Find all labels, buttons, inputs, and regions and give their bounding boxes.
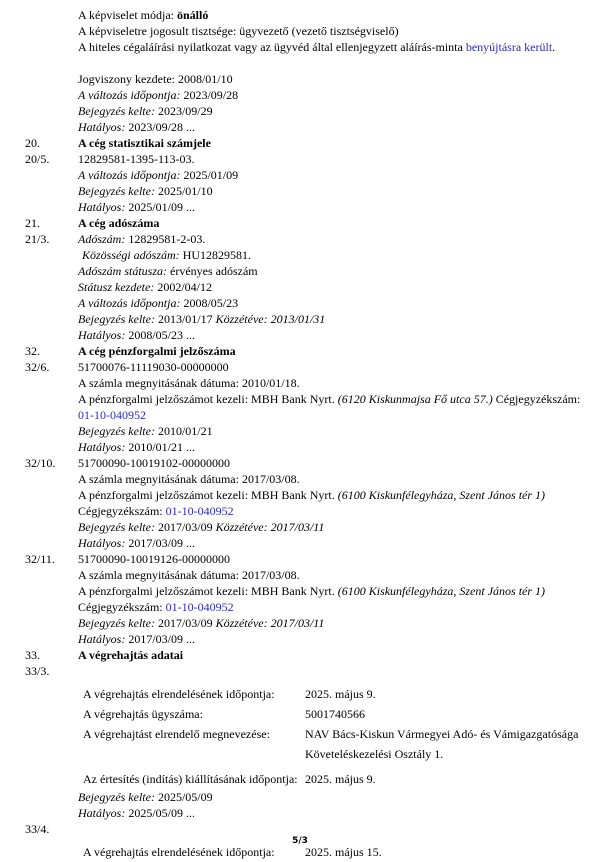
entry-line xyxy=(0,423,586,439)
entry-number: 32/11. xyxy=(25,552,55,566)
text-segment: 2025/05/09 xyxy=(157,790,213,804)
execution-field-row xyxy=(0,704,586,724)
text-segment: A pénzforgalmi jelzőszámot kezeli: MBH Bank Nyrt. xyxy=(78,488,338,502)
execution-field-row xyxy=(0,769,586,789)
entry-line xyxy=(0,359,586,375)
text-segment: A végrehajtás adatai xyxy=(78,648,184,662)
entry-line xyxy=(0,151,586,167)
text-segment: 12829581-1395-113-03. xyxy=(78,152,195,166)
text-segment: 12829581-2-03. xyxy=(128,232,206,246)
text-segment: Jogviszony kezdete: 2008/01/10 xyxy=(78,72,233,86)
text-segment: Bejegyzés kelte: xyxy=(78,312,158,326)
field-value: 5001740566 xyxy=(305,707,365,721)
field-label: A végrehajtás elrendelésének időpontja: xyxy=(83,687,275,701)
entry-text xyxy=(78,23,586,39)
entry-text xyxy=(78,135,586,151)
text-segment: Bejegyzés kelte: xyxy=(78,424,158,438)
entry-line xyxy=(0,663,586,679)
entry-text xyxy=(78,231,586,247)
entry-text xyxy=(78,821,586,837)
text-segment: Közzétéve: 2017/03/11 xyxy=(215,520,325,534)
entry-text xyxy=(78,535,586,551)
entry-number xyxy=(25,471,78,487)
entry-text xyxy=(78,7,586,23)
text-segment: Bejegyzés kelte: xyxy=(78,790,158,804)
text-segment: (6100 Kiskunfélegyháza, Szent János tér 1) xyxy=(337,584,546,598)
entry-line xyxy=(0,327,586,343)
text-segment: 2017/03/09 xyxy=(157,616,216,630)
text-segment: Státusz kezdete: xyxy=(78,280,158,294)
text-segment: Bejegyzés kelte: xyxy=(78,520,158,534)
field-label: A végrehajtást elrendelő megnevezése: xyxy=(83,727,270,741)
entry-text xyxy=(78,423,586,439)
entry-line xyxy=(0,805,586,821)
text-segment: Közösségi adószám: xyxy=(82,248,183,262)
entry-text xyxy=(78,407,586,423)
entry-line xyxy=(0,215,586,231)
entry-text xyxy=(78,391,586,407)
entry-text xyxy=(78,647,586,663)
registry-link[interactable]: 01-10-040952 xyxy=(165,600,234,614)
entry-text xyxy=(78,327,586,343)
entry-text xyxy=(78,215,586,231)
text-segment: A képviseletre jogosult tisztsége: ügyvezető (vezető tisztségviselő) xyxy=(78,24,399,38)
entry-text xyxy=(78,311,586,327)
entry-line xyxy=(0,167,586,183)
entry-text xyxy=(78,263,586,279)
entry-line xyxy=(0,279,586,295)
entry-text xyxy=(78,519,586,535)
entry-line xyxy=(0,599,586,615)
entry-line xyxy=(0,311,586,327)
entry-line xyxy=(0,535,586,551)
entry-text xyxy=(78,343,586,359)
text-segment: Hatályos: xyxy=(78,632,129,646)
entry-number xyxy=(25,391,78,407)
text-segment: Bejegyzés kelte: xyxy=(78,184,158,198)
text-segment: Cégjegyzékszám: xyxy=(78,600,166,614)
text-segment: A számla megnyitásának dátuma: 2010/01/18. xyxy=(78,376,300,390)
text-segment: Hatályos: xyxy=(78,440,129,454)
entry-text xyxy=(78,119,586,135)
text-segment: 2025/05/09 ... xyxy=(128,806,195,820)
entry-number: 21. xyxy=(25,216,40,230)
entry-number: 33. xyxy=(25,648,40,662)
text-segment: A változás időpontja: xyxy=(78,168,184,182)
entry-number xyxy=(25,39,78,55)
entry-number xyxy=(25,183,78,199)
registry-link[interactable]: 01-10-040952 xyxy=(78,408,146,422)
entry-line xyxy=(0,247,586,263)
text-segment: 2017/03/09 ... xyxy=(128,536,195,550)
text-segment: Közzétéve: 2017/03/11 xyxy=(215,616,325,630)
entry-line xyxy=(0,519,586,535)
entry-text xyxy=(78,615,586,631)
registry-link[interactable]: benyújtásra került xyxy=(465,40,553,54)
entry-line xyxy=(0,295,586,311)
text-segment: 2023/09/28 ... xyxy=(128,120,195,134)
entry-text xyxy=(78,375,586,391)
entry-line xyxy=(0,23,586,39)
text-segment: Bejegyzés kelte: xyxy=(78,104,158,118)
entry-text xyxy=(78,103,586,119)
text-segment: önálló xyxy=(176,8,209,22)
entry-line xyxy=(0,821,586,837)
entry-number xyxy=(25,519,78,535)
entry-line xyxy=(0,583,586,599)
entry-text xyxy=(78,599,586,615)
entry-text xyxy=(78,663,586,679)
text-segment: 51700090-10019126-00000000 xyxy=(78,552,230,566)
field-label: Az értesítés (indítás) kiállításának időpontja: xyxy=(83,772,298,786)
entry-number xyxy=(25,423,78,439)
field-value: 2025. május 9. xyxy=(305,687,376,701)
text-segment: 2008/05/23 ... xyxy=(128,328,195,342)
entry-number xyxy=(25,789,78,805)
entry-line xyxy=(0,199,586,215)
entry-number xyxy=(25,167,78,183)
entry-line xyxy=(0,487,586,503)
entry-text xyxy=(78,583,586,599)
entry-text xyxy=(78,805,586,821)
text-segment: HU12829581. xyxy=(182,248,252,262)
entry-text xyxy=(78,183,586,199)
text-segment: Cégjegyzékszám: xyxy=(78,504,166,518)
entry-text xyxy=(78,87,586,103)
text-segment: 51700090-10019102-00000000 xyxy=(78,456,230,470)
entry-number xyxy=(25,631,78,647)
text-segment: 2017/03/09 xyxy=(157,520,216,534)
entry-number xyxy=(25,199,78,215)
entry-line xyxy=(0,391,586,407)
entry-number: 21/3. xyxy=(25,232,50,246)
text-segment: 2002/04/12 xyxy=(157,280,212,294)
entry-line xyxy=(0,407,586,423)
entry-line xyxy=(0,567,586,583)
entry-line xyxy=(0,503,586,519)
entry-number xyxy=(25,279,78,295)
text-segment: A cég adószáma xyxy=(78,216,160,230)
entry-number xyxy=(25,567,78,583)
entry-number: 20/5. xyxy=(25,152,50,166)
entry-number xyxy=(25,327,78,343)
entry-line xyxy=(0,103,586,119)
text-segment: A számla megnyitásának dátuma: 2017/03/08. xyxy=(78,472,300,486)
text-segment: A pénzforgalmi jelzőszámot kezeli: MBH Bank Nyrt. xyxy=(78,584,338,598)
entry-text xyxy=(78,359,586,375)
entry-number xyxy=(25,535,78,551)
entry-text xyxy=(78,567,586,583)
text-segment: Adószám státusza: xyxy=(78,264,171,278)
text-segment: Közzétéve: 2013/01/31 xyxy=(215,312,326,326)
entry-number xyxy=(25,87,78,103)
entry-number: 20. xyxy=(25,136,40,150)
entry-number xyxy=(25,263,78,279)
entry-number xyxy=(25,487,78,503)
text-segment: Cégjegyzékszám: xyxy=(492,392,581,406)
entry-text xyxy=(78,631,586,647)
text-segment: 2010/01/21 xyxy=(157,424,213,438)
entry-text xyxy=(78,39,586,55)
entry-number: 32/6. xyxy=(25,360,50,374)
text-segment: Hatályos: xyxy=(78,200,129,214)
entry-text xyxy=(78,471,586,487)
entry-line xyxy=(0,7,586,23)
text-segment: A hiteles cégaláírási nyilatkozat vagy az ügyvéd által ellenjegyzett aláírás-minta xyxy=(78,40,466,54)
entry-number: 32/10. xyxy=(25,456,56,470)
entry-line xyxy=(0,39,586,55)
text-segment: (6100 Kiskunfélegyháza, Szent János tér 1) xyxy=(337,488,546,502)
entry-line xyxy=(0,615,586,631)
text-segment: A cég pénzforgalmi jelzőszáma xyxy=(78,344,236,358)
entry-number xyxy=(25,375,78,391)
entry-number xyxy=(25,407,78,423)
entry-number xyxy=(25,7,78,23)
entry-line xyxy=(0,471,586,487)
entry-line xyxy=(0,631,586,647)
text-segment: Hatályos: xyxy=(78,120,129,134)
entry-number: 33/4. xyxy=(25,822,50,836)
entry-number xyxy=(25,599,78,615)
entry-line xyxy=(0,87,586,103)
text-segment: Adószám: xyxy=(78,232,129,246)
entry-line xyxy=(0,183,586,199)
entry-line xyxy=(0,551,586,567)
execution-field-row xyxy=(0,684,586,704)
entry-line xyxy=(0,119,586,135)
entry-number xyxy=(25,23,78,39)
entry-text xyxy=(78,789,586,805)
entry-number xyxy=(25,311,78,327)
entry-line xyxy=(0,231,586,247)
registry-link[interactable]: 01-10-040952 xyxy=(165,504,234,518)
text-segment: A számla megnyitásának dátuma: 2017/03/08. xyxy=(78,568,300,582)
entry-number xyxy=(25,247,78,263)
text-segment: 51700076-11119030-00000000 xyxy=(78,360,229,374)
text-segment: 2025/01/09 ... xyxy=(128,200,195,214)
field-value: 2025. május 15. xyxy=(305,845,382,859)
entry-line xyxy=(0,263,586,279)
entry-number xyxy=(25,119,78,135)
text-segment: 2017/03/09 ... xyxy=(128,632,195,646)
entry-text xyxy=(78,199,586,215)
entry-text xyxy=(78,279,586,295)
text-segment: 2023/09/28 xyxy=(183,88,239,102)
entry-line xyxy=(0,375,586,391)
entry-line xyxy=(0,135,586,151)
entry-line xyxy=(0,71,586,87)
text-segment: Hatályos: xyxy=(78,806,129,820)
entry-text xyxy=(78,167,586,183)
field-value: NAV Bács-Kiskun Vármegyei Adó- és Vámigazgatósága Követeléskezelési Osztály 1. xyxy=(305,727,579,761)
entry-text xyxy=(78,487,586,503)
entry-text xyxy=(78,151,586,167)
text-segment: 2023/09/29 xyxy=(157,104,213,118)
entry-text xyxy=(78,71,586,87)
entry-number xyxy=(25,583,78,599)
entry-number: 32. xyxy=(25,344,40,358)
text-segment: Hatályos: xyxy=(78,328,129,342)
entry-number xyxy=(25,295,78,311)
text-segment: A pénzforgalmi jelzőszámot kezeli: MBH Bank Nyrt. xyxy=(78,392,338,406)
text-segment: A cég statisztikai számjele xyxy=(78,136,211,150)
field-value: 2025. május 9. xyxy=(305,772,376,786)
field-label: A végrehajtás ügyszáma: xyxy=(83,707,203,721)
entry-text xyxy=(78,503,586,519)
entry-number xyxy=(25,805,78,821)
text-segment: Bejegyzés kelte: xyxy=(78,616,158,630)
text-segment: Hatályos: xyxy=(78,536,129,550)
entry-text xyxy=(78,455,586,471)
text-segment: A változás időpontja: xyxy=(78,88,184,102)
entry-number xyxy=(25,503,78,519)
text-segment: A képviselet módja: xyxy=(78,8,177,22)
field-label: A végrehajtás elrendelésének időpontja: xyxy=(83,845,275,859)
entry-line xyxy=(0,439,586,455)
entry-number xyxy=(25,439,78,455)
entry-line xyxy=(0,647,586,663)
line-spacer xyxy=(0,55,586,71)
entry-line xyxy=(0,789,586,805)
text-segment: 2008/05/23 xyxy=(183,296,239,310)
entry-text xyxy=(78,551,586,567)
entry-number: 33/3. xyxy=(25,664,50,678)
execution-field-row xyxy=(0,724,586,764)
entry-number xyxy=(25,71,78,87)
text-segment: (6120 Kiskunmajsa Fő utca 57.) xyxy=(337,392,493,406)
text-segment: . xyxy=(552,40,556,54)
text-segment: 2025/01/10 xyxy=(157,184,213,198)
text-segment: érvényes adószám xyxy=(170,264,258,278)
text-segment: 2010/01/21 ... xyxy=(128,440,195,454)
document-body xyxy=(0,7,586,862)
entry-text xyxy=(78,295,586,311)
entry-text xyxy=(78,439,586,455)
text-segment: 2025/01/09 xyxy=(183,168,239,182)
entry-line xyxy=(0,455,586,471)
entry-number xyxy=(25,615,78,631)
text-segment: 2013/01/17 xyxy=(157,312,216,326)
entry-text xyxy=(78,247,586,263)
entry-line xyxy=(0,343,586,359)
text-segment: A változás időpontja: xyxy=(78,296,184,310)
entry-number xyxy=(25,103,78,119)
page-number-indicator: 5/3 xyxy=(292,836,308,846)
